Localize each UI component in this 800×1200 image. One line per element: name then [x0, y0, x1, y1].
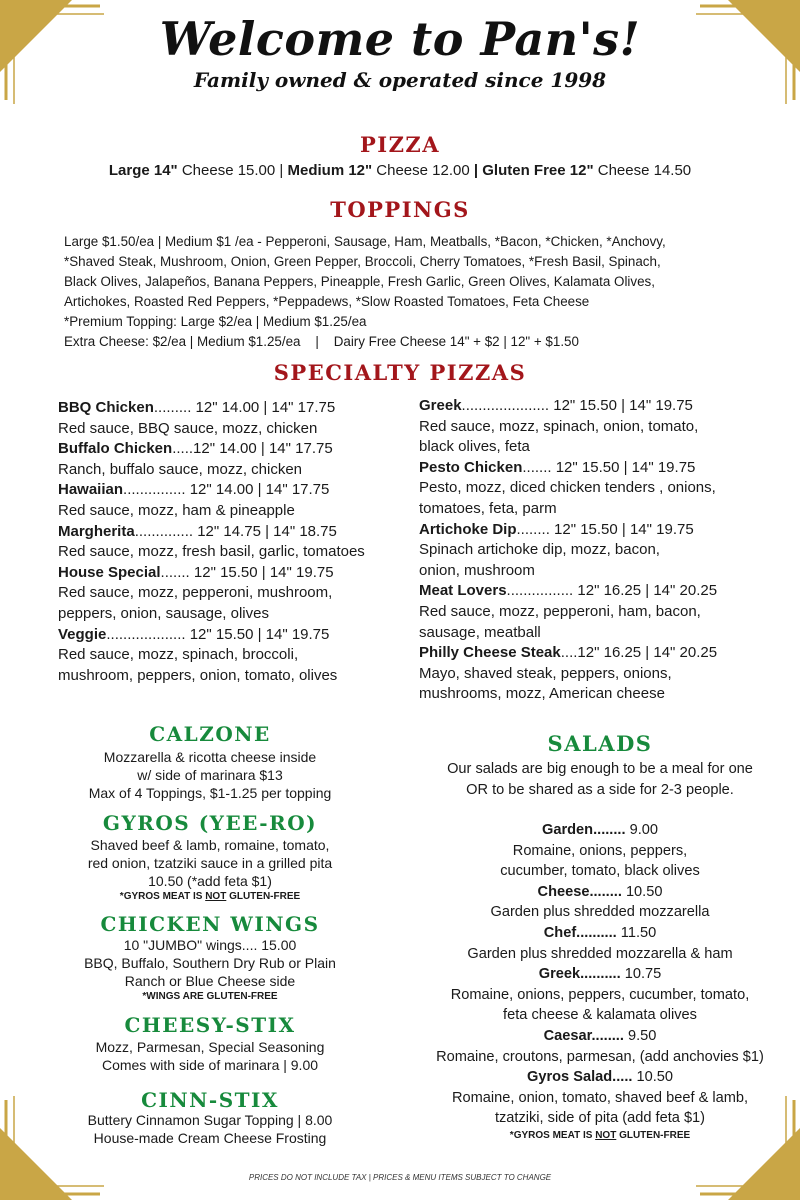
item-name: Margherita: [58, 522, 135, 540]
cinn-stix-line: House-made Cream Cheese Frosting: [93, 1130, 327, 1146]
specialty-left-column: [58, 398, 398, 686]
item-price: ......... 12" 14.00 | 14" 17.75: [153, 399, 336, 416]
item-desc: Romaine, onions, peppers, cucumber, tomato,: [450, 986, 750, 1003]
item-desc: Romaine, croutons, parmesan, (add anchovies $1): [436, 1048, 764, 1065]
wings-gluten-note: *WINGS ARE GLUTEN-FREE: [142, 991, 278, 1002]
cinn-stix-heading: CINN-STIX: [141, 1088, 279, 1112]
item-desc: Garden plus shredded mozzarella: [490, 904, 710, 921]
calzone-line: Mozzarella & ricotta cheese inside: [103, 749, 317, 765]
wings-details: [40, 936, 380, 1004]
specialty-item: [419, 458, 779, 479]
note-emphasis: NOT: [595, 1129, 617, 1141]
page-title: Welcome to Pan's!: [159, 12, 641, 66]
specialty-item: [58, 625, 398, 646]
salads-gluten-note: [400, 1129, 800, 1143]
salads-intro-line: Our salads are big enough to be a meal for one: [447, 761, 753, 777]
specialty-item: [58, 522, 398, 543]
item-price: 10.75: [620, 966, 662, 983]
item-price: 11.50: [616, 924, 657, 941]
cheesy-stix-line: Mozz, Parmesan, Special Seasoning: [95, 1039, 325, 1055]
gyros-heading: GYROS (YEE-RO): [102, 811, 318, 835]
item-name: Pesto Chicken: [419, 458, 523, 476]
item-desc: Red sauce, mozz, ham & pineapple: [58, 501, 295, 519]
item-price: 9.00: [625, 822, 658, 838]
wings-line: 10 "JUMBO" wings.... 15.00: [123, 937, 297, 953]
item-desc: Red sauce, BBQ sauce, mozz, chicken: [58, 419, 318, 437]
item-name: Greek..........: [538, 966, 621, 983]
cinn-stix-line: Buttery Cinnamon Sugar Topping | 8.00: [87, 1112, 333, 1128]
item-desc: onion, mushroom: [419, 561, 535, 579]
note-text: GLUTEN-FREE: [616, 1129, 691, 1141]
toppings-line: Black Olives, Jalapeños, Banana Peppers, Pineapple, Fresh Garlic, Green Olives, Kalamata Olives,: [64, 274, 655, 289]
specialty-item: [58, 563, 398, 584]
item-price: ....12" 16.25 | 14" 20.25: [560, 644, 718, 662]
gyros-line: 10.50 (*add feta $1): [148, 873, 272, 889]
specialty-item: [58, 480, 398, 501]
note-emphasis: NOT: [205, 891, 227, 902]
gyros-gluten-note: [40, 890, 380, 904]
item-desc: cucumber, tomato, black olives: [500, 863, 700, 880]
note-text: *GYROS MEAT IS: [509, 1129, 596, 1141]
gyros-details: [40, 836, 380, 904]
cheesy-stix-details: [40, 1038, 380, 1074]
salad-item: [400, 964, 800, 985]
wings-heading: CHICKEN WINGS: [100, 912, 320, 936]
salad-item: [400, 1026, 800, 1047]
salads-list: [400, 820, 800, 1143]
specialty-item: [58, 398, 398, 419]
specialty-item: [419, 520, 779, 541]
salads-intro: [400, 759, 800, 800]
item-desc: feta cheese & kalamata olives: [503, 1007, 697, 1024]
item-price: 10.50: [621, 883, 663, 900]
calzone-line: Max of 4 Toppings, $1-1.25 per topping: [88, 785, 332, 801]
item-desc: Pesto, mozz, diced chicken tenders , onions,: [419, 479, 716, 497]
specialty-heading: SPECIALTY PIZZAS: [273, 360, 527, 385]
item-price: 9.50: [623, 1027, 657, 1044]
item-name: Meat Lovers: [419, 582, 507, 600]
note-text: *GYROS MEAT IS: [119, 891, 206, 902]
item-name: House Special: [58, 563, 161, 581]
toppings-line: Extra Cheese: $2/ea | Medium $1.25/ea | Dairy Free Cheese 14" + $2 | 12" + $1.50: [64, 334, 579, 349]
cheesy-stix-heading: CHEESY-STIX: [124, 1013, 296, 1037]
salad-item: [400, 820, 800, 841]
pizza-heading: PIZZA: [359, 132, 441, 157]
item-desc: mushroom, peppers, onion, tomato, olives: [58, 666, 338, 684]
pizza-large-price: Cheese 15.00 |: [177, 162, 288, 179]
cheesy-stix-line: Comes with side of marinara | 9.00: [101, 1057, 319, 1073]
note-text: GLUTEN-FREE: [226, 891, 301, 902]
pizza-medium-label: Medium 12": [287, 162, 373, 179]
item-name: BBQ Chicken: [58, 399, 154, 416]
wings-line: Ranch or Blue Cheese side: [124, 973, 296, 989]
salad-item: [400, 923, 800, 944]
gyros-line: Shaved beef & lamb, romaine, tomato,: [90, 837, 330, 853]
item-desc: sausage, meatball: [419, 623, 541, 641]
item-price: ............... 12" 14.00 | 14" 17.75: [123, 481, 330, 499]
footer-disclaimer: PRICES DO NOT INCLUDE TAX | PRICES & MENU ITEMS SUBJECT TO CHANGE: [248, 1173, 552, 1182]
item-name: Philly Cheese Steak: [419, 644, 561, 662]
salad-item: [400, 882, 800, 903]
calzone-heading: CALZONE: [149, 722, 271, 746]
toppings-heading: TOPPINGS: [330, 197, 470, 222]
item-desc: Spinach artichoke dip, mozz, bacon,: [419, 541, 660, 559]
pizza-gf-label: | Gluten Free 12": [473, 162, 594, 179]
item-desc: tzatziki, side of pita (add feta $1): [494, 1110, 706, 1127]
toppings-line: Large $1.50/ea | Medium $1 /ea - Pepperoni, Sausage, Ham, Meatballs, *Bacon, *Chicken, *Anchovy,: [64, 234, 666, 249]
specialty-item: [419, 396, 779, 417]
item-desc: Romaine, onion, tomato, shaved beef & lamb,: [451, 1089, 749, 1106]
item-desc: Red sauce, mozz, spinach, broccoli,: [58, 646, 299, 664]
item-desc: Mayo, shaved steak, peppers, onions,: [419, 664, 672, 682]
item-price: ........ 12" 15.50 | 14" 19.75: [516, 520, 694, 538]
item-price: 10.50: [632, 1069, 674, 1086]
item-name: Artichoke Dip: [419, 520, 517, 538]
pizza-prices: [0, 162, 800, 179]
specialty-item: [419, 581, 779, 602]
pizza-medium-price: Cheese 12.00: [372, 162, 474, 179]
item-name: Caesar........: [543, 1027, 624, 1044]
item-desc: Red sauce, mozz, pepperoni, ham, bacon,: [419, 602, 701, 620]
item-name: Buffalo Chicken: [58, 440, 173, 458]
tagline: Family owned & operated since 1998: [193, 68, 607, 92]
item-desc: tomatoes, feta, parm: [419, 499, 557, 517]
item-desc: mushrooms, mozz, American cheese: [419, 685, 665, 703]
toppings-line: *Premium Topping: Large $2/ea | Medium $1.25/ea: [64, 314, 367, 329]
toppings-list: [64, 232, 764, 352]
item-price: .....12" 14.00 | 14" 17.75: [172, 440, 333, 458]
item-desc: Garden plus shredded mozzarella & ham: [467, 945, 733, 962]
item-name: Chef..........: [543, 924, 617, 941]
item-name: Cheese........: [537, 883, 622, 900]
pizza-large-label: Large 14": [108, 162, 178, 179]
specialty-item: [58, 439, 398, 460]
calzone-details: [40, 748, 380, 802]
item-name: Garden........: [542, 822, 626, 838]
item-name: Greek: [419, 397, 462, 414]
item-name: Hawaiian: [58, 481, 124, 499]
salad-item: [400, 1067, 800, 1088]
item-price: ....... 12" 15.50 | 14" 19.75: [160, 563, 334, 581]
salads-heading: SALADS: [547, 731, 653, 756]
pizza-gf-price: Cheese 14.50: [593, 162, 692, 179]
toppings-line: Artichokes, Roasted Red Peppers, *Peppadews, *Slow Roasted Tomatoes, Feta Cheese: [64, 294, 590, 309]
item-name: Gyros Salad.....: [526, 1069, 633, 1086]
item-price: ..................... 12" 15.50 | 14" 19.75: [461, 397, 693, 414]
cinn-stix-details: [40, 1111, 380, 1147]
wings-line: BBQ, Buffalo, Southern Dry Rub or Plain: [84, 955, 336, 971]
toppings-line: *Shaved Steak, Mushroom, Onion, Green Pepper, Broccoli, Cherry Tomatoes, *Fresh Basil, Spinach,: [64, 254, 661, 269]
item-desc: Red sauce, mozz, spinach, onion, tomato,: [419, 417, 699, 435]
item-price: ................... 12" 15.50 | 14" 19.75: [106, 625, 330, 643]
item-price: .............. 12" 14.75 | 14" 18.75: [134, 522, 337, 540]
item-name: Veggie: [58, 625, 107, 643]
calzone-line: w/ side of marinara $13: [137, 767, 283, 783]
item-desc: black olives, feta: [419, 438, 530, 456]
item-desc: Red sauce, mozz, pepperoni, mushroom,: [58, 584, 333, 602]
specialty-right-column: [419, 396, 779, 705]
item-desc: Ranch, buffalo sauce, mozz, chicken: [58, 460, 303, 478]
item-price: ................ 12" 16.25 | 14" 20.25: [506, 582, 718, 600]
item-desc: peppers, onion, sausage, olives: [58, 604, 269, 622]
salads-intro-line: OR to be shared as a side for 2-3 people.: [466, 781, 734, 798]
gyros-line: red onion, tzatziki sauce in a grilled pita: [87, 855, 333, 871]
item-desc: Romaine, onions, peppers,: [512, 842, 688, 859]
item-price: ....... 12" 15.50 | 14" 19.75: [522, 458, 696, 476]
item-desc: Red sauce, mozz, fresh basil, garlic, tomatoes: [58, 543, 365, 561]
specialty-item: [419, 643, 779, 664]
